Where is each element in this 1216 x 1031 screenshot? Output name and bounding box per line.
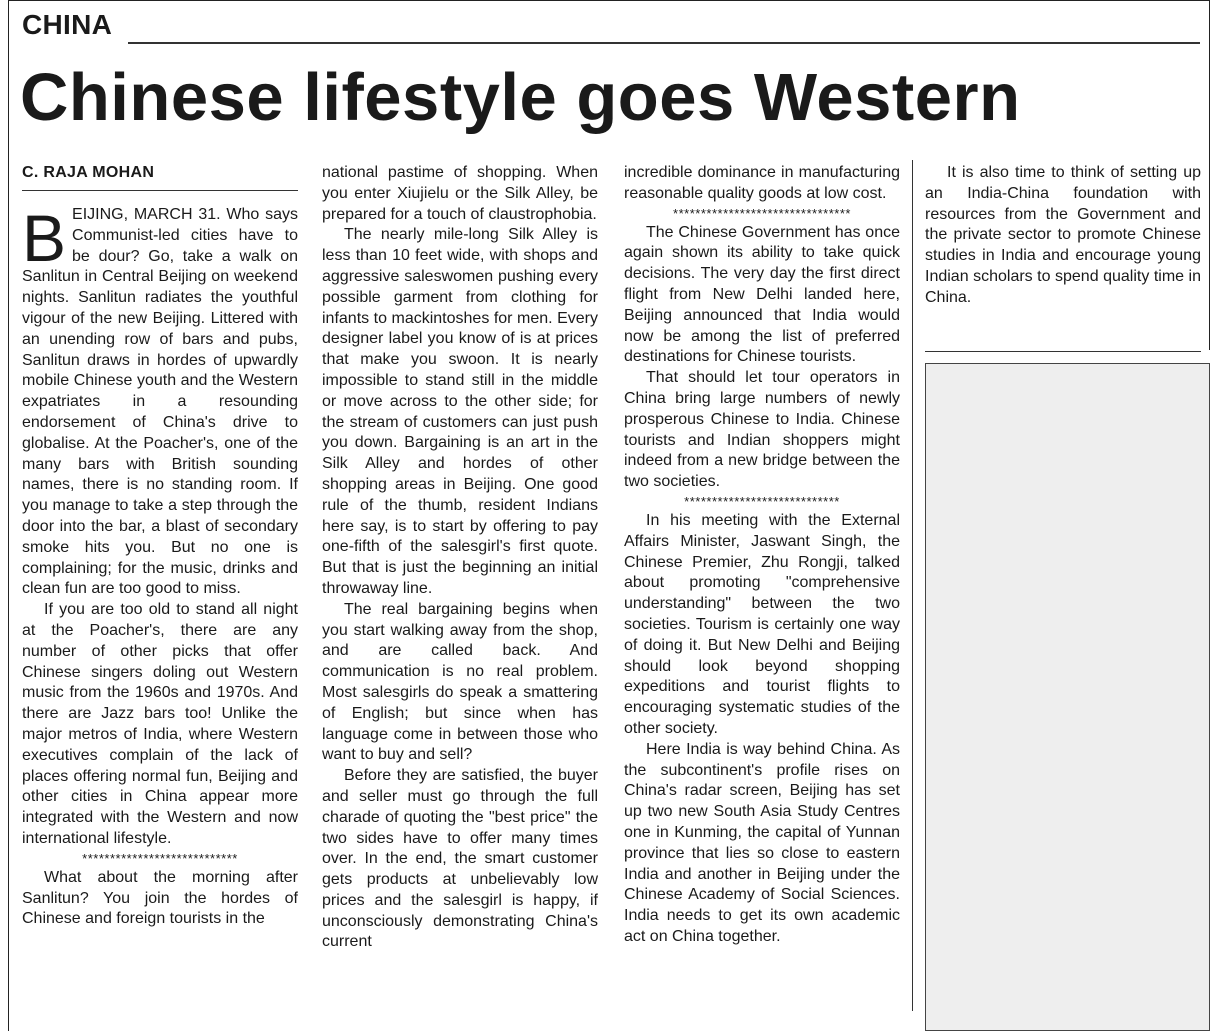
column-end-rule	[925, 351, 1201, 352]
paragraph: In his meeting with the External Affairs Minister, Jaswant Singh, the Chinese Premier, Zhu Rongji, talked about promoting "comprehensive understanding" between the two societies. Tourism is certainly one way of doing it. But New Delhi and Beijing should look beyond shopping expeditions and tourist flights to encouraging systematic studies of the other society.	[624, 511, 900, 737]
page-border-left	[8, 0, 9, 1031]
page-border-right	[1209, 0, 1210, 350]
paragraph: If you are too old to stand all night at the Poacher's, there are any number of other picks that offer Chinese singers doling out Western music from the 1960s and 1970s. And there are Jazz bars too! Unlike the major metros of India, where Western executives complain of the lack of places offering normal fun, Beijing and other cities in China appear more integrated with the Western and now international lifestyle.	[22, 601, 298, 847]
article-column-2	[322, 163, 598, 953]
section-break: ****************************	[82, 850, 238, 866]
byline-rule	[22, 190, 298, 191]
section-rule	[128, 42, 1200, 44]
paragraph: Before they are satisfied, the buyer and seller must go through the full charade of quoting the "best price" the two sides have to offer many times over. In the end, the smart customer gets products at unbelievably low prices and the salesgirl is happy, if unconsciously demonstrating China's current	[322, 767, 598, 951]
empty-advert-box	[925, 363, 1210, 1031]
paragraph: It is also time to think of setting up an India-China foundation with resources from the Government and the private sector to promote Chinese studies in India and encourage young Indian scholars to spend quality time in China.	[925, 164, 1201, 306]
page-border-top	[8, 0, 1210, 1]
article-column-3	[624, 163, 900, 948]
column-divider	[912, 160, 913, 1011]
paragraph: Here India is way behind China. As the subcontinent's profile rises on China's radar screen, Beijing has set up two new South Asia Study Centres one in Kunming, the capital of Yunnan province that lies so close to eastern India and another in Beijing under the Chinese Academy of Social Sciences. India needs to get its own academic act on China together.	[624, 740, 900, 945]
drop-cap: B	[22, 201, 67, 275]
byline: C. RAJA MOHAN	[22, 164, 155, 181]
paragraph: EIJING, MARCH 31. Who says Communist-led cities have to be dour? Go, take a walk on Sanlitun in Central Beijing on weekend nights. Sanlitun radiates the youthful vigour of the new Beijing. Littered with an unending row of bars and pubs, Sanlitun draws in hordes of upwardly mobile Chinese youth and the Western expatriates in a resounding endorsement of China's drive to globalise. At the Poacher's, one of the many bars with British sounding names, there is no standing room. If you manage to take a step through the door into the bar, a blast of secondary smoke hits you. But no one is complaining; for the music, drinks and clean fun are too good to miss.	[22, 206, 298, 598]
article-column-4	[925, 163, 1201, 309]
paragraph: The real bargaining begins when you start walking away from the shop, and are called back. And communication is no real problem. Most salesgirls do speak a smattering of English; but since when has language come in between those who want to buy and sell?	[322, 600, 598, 764]
paragraph: That should let tour operators in China bring large numbers of newly prosperous Chinese to India. Chinese tourists and Indian shoppers might indeed from a new bridge between the two societies.	[624, 369, 900, 491]
paragraph: incredible dominance in manufacturing reasonable quality goods at low cost.	[624, 164, 900, 202]
headline: Chinese lifestyle goes Western	[20, 60, 1021, 135]
paragraph: The nearly mile-long Silk Alley is less than 10 feet wide, with shops and aggressive saleswomen pushing every possible garment from clothing for infants to mackintoshes for men. Every designer label you know of is at prices that make you swoon. It is nearly impossible to stand still in the middle or move across to the other side; for the stream of customers can just push you down. Bargaining is an art in the Silk Alley and hordes of other shopping areas in Beijing. One good rule of the thumb, resident Indians here say, is to start by offering to pay one-fifth of the salesgirl's first quote. But that is just the beginning an initial throwaway line.	[322, 226, 598, 597]
article-column-1	[22, 201, 298, 930]
section-break: ****************************	[684, 493, 840, 509]
paragraph: The Chinese Government has once again shown its ability to take quick decisions. The very day the first direct flight from New Delhi landed here, Beijing announced that India would now be among the list of preferred destinations for Chinese tourists.	[624, 223, 900, 366]
paragraph: What about the morning after Sanlitun? You join the hordes of Chinese and foreign tourists in the	[22, 868, 298, 928]
paragraph: national pastime of shopping. When you enter Xiujielu or the Silk Alley, be prepared for a touch of claustrophobia.	[322, 164, 598, 223]
section-label: CHINA	[22, 9, 113, 40]
section-break: ********************************	[673, 205, 851, 221]
